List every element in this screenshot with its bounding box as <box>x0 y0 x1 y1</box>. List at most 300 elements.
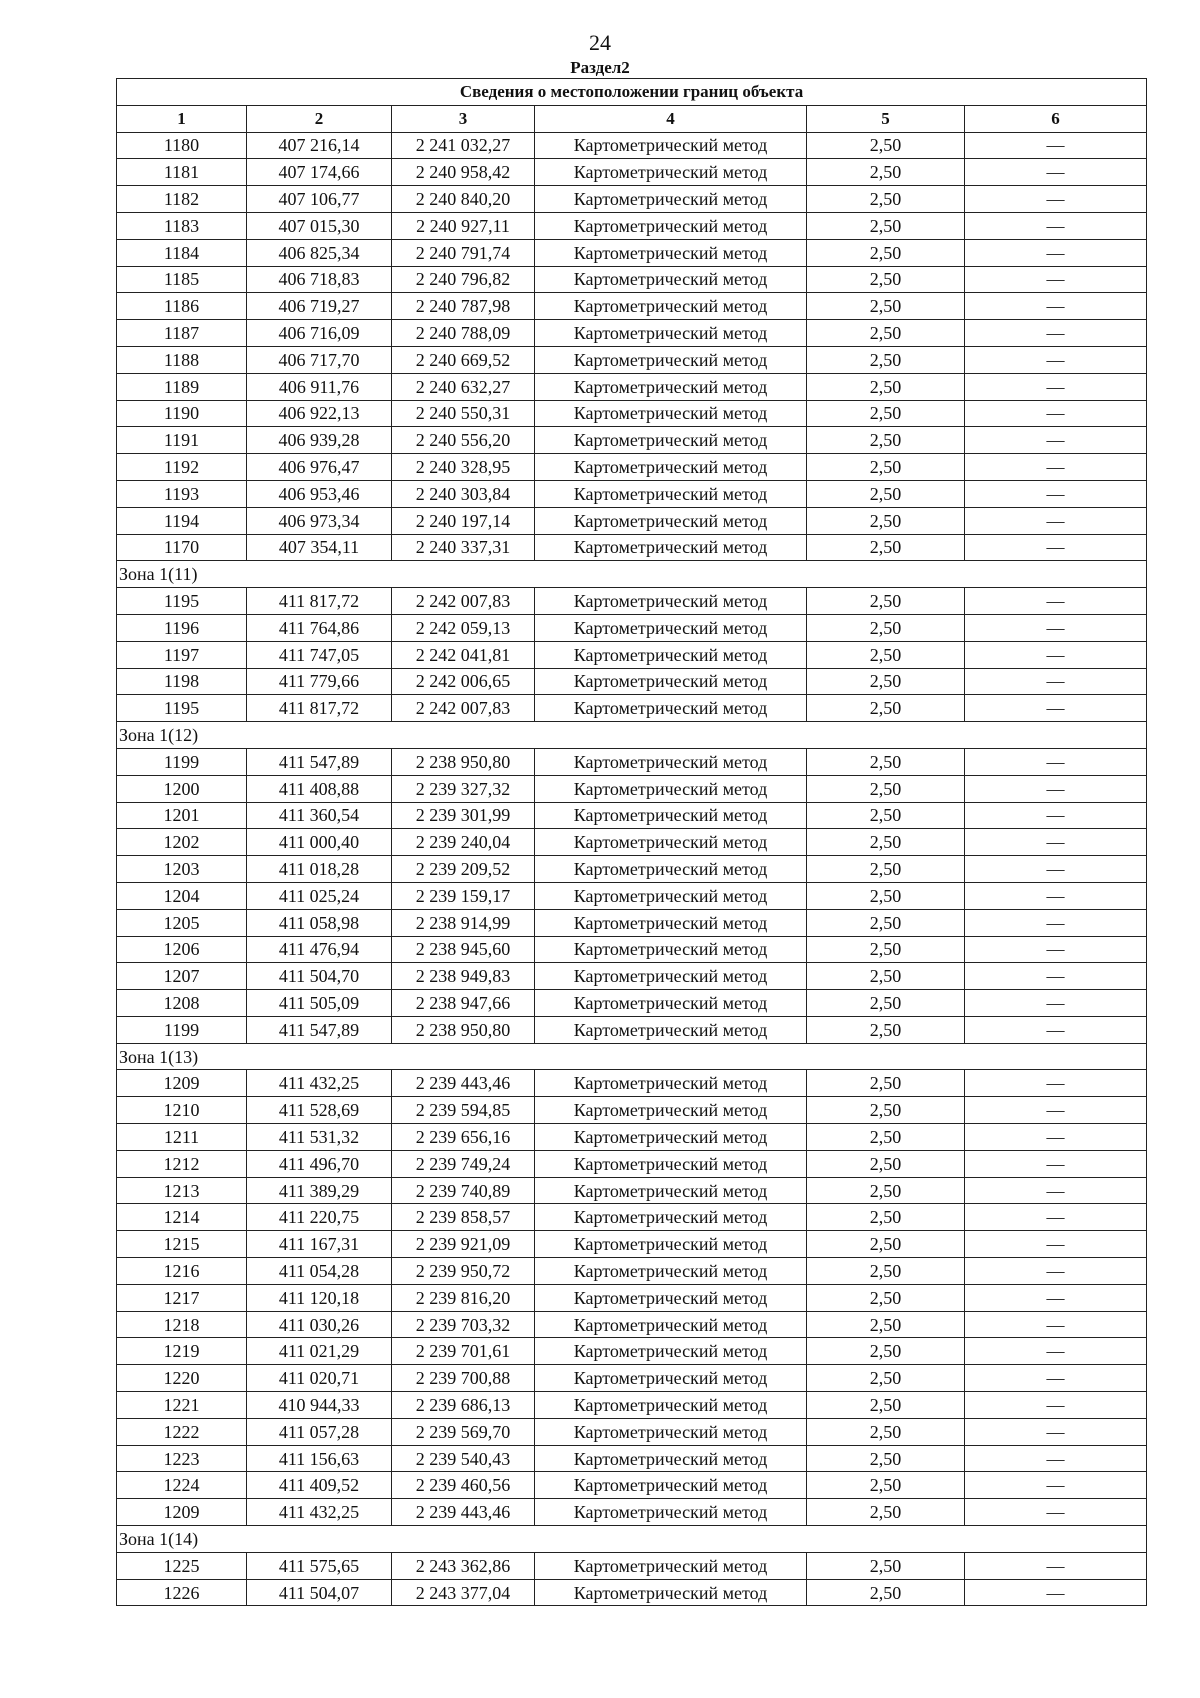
cell-method: Картометрический метод <box>535 1231 807 1258</box>
cell-note: — <box>965 856 1147 883</box>
cell-point-number: 1212 <box>117 1150 247 1177</box>
cell-method: Картометрический метод <box>535 1258 807 1285</box>
column-header: 3 <box>392 105 535 132</box>
cell-coord-x: 406 973,34 <box>247 507 392 534</box>
table-row <box>117 186 1147 213</box>
table-row <box>117 963 1147 990</box>
cell-coord-x: 406 911,76 <box>247 373 392 400</box>
cell-accuracy: 2,50 <box>807 909 965 936</box>
cell-note: — <box>965 1499 1147 1526</box>
cell-coord-x: 411 779,66 <box>247 668 392 695</box>
table-row <box>117 1124 1147 1151</box>
cell-note: — <box>965 1365 1147 1392</box>
cell-note: — <box>965 346 1147 373</box>
cell-coord-y: 2 240 550,31 <box>392 400 535 427</box>
table-row <box>117 614 1147 641</box>
cell-method: Картометрический метод <box>535 373 807 400</box>
cell-method: Картометрический метод <box>535 132 807 159</box>
cell-point-number: 1185 <box>117 266 247 293</box>
cell-point-number: 1211 <box>117 1124 247 1151</box>
table-row <box>117 1311 1147 1338</box>
cell-note: — <box>965 588 1147 615</box>
table-row <box>117 1418 1147 1445</box>
table-row <box>117 668 1147 695</box>
cell-note: — <box>965 882 1147 909</box>
column-header: 2 <box>247 105 392 132</box>
cell-point-number: 1225 <box>117 1552 247 1579</box>
table-row <box>117 1552 1147 1579</box>
table-row <box>117 427 1147 454</box>
cell-method: Картометрический метод <box>535 186 807 213</box>
cell-coord-y: 2 240 787,98 <box>392 293 535 320</box>
cell-coord-y: 2 239 209,52 <box>392 856 535 883</box>
cell-method: Картометрический метод <box>535 802 807 829</box>
cell-note: — <box>965 212 1147 239</box>
cell-coord-x: 407 106,77 <box>247 186 392 213</box>
cell-note: — <box>965 1338 1147 1365</box>
table-row <box>117 1231 1147 1258</box>
cell-coord-y: 2 239 443,46 <box>392 1070 535 1097</box>
cell-point-number: 1181 <box>117 159 247 186</box>
cell-method: Картометрический метод <box>535 480 807 507</box>
cell-coord-x: 406 719,27 <box>247 293 392 320</box>
cell-coord-y: 2 240 669,52 <box>392 346 535 373</box>
cell-accuracy: 2,50 <box>807 1499 965 1526</box>
cell-coord-y: 2 240 632,27 <box>392 373 535 400</box>
cell-coord-y: 2 239 540,43 <box>392 1445 535 1472</box>
cell-coord-y: 2 242 007,83 <box>392 695 535 722</box>
zone-label: Зона 1(12) <box>117 722 1147 749</box>
cell-note: — <box>965 132 1147 159</box>
cell-point-number: 1194 <box>117 507 247 534</box>
cell-method: Картометрический метод <box>535 1579 807 1606</box>
column-header: 1 <box>117 105 247 132</box>
cell-note: — <box>965 1016 1147 1043</box>
cell-coord-y: 2 240 796,82 <box>392 266 535 293</box>
cell-accuracy: 2,50 <box>807 748 965 775</box>
cell-coord-x: 411 021,29 <box>247 1338 392 1365</box>
cell-coord-y: 2 239 950,72 <box>392 1258 535 1285</box>
cell-point-number: 1216 <box>117 1258 247 1285</box>
cell-method: Картометрический метод <box>535 454 807 481</box>
table-row <box>117 534 1147 561</box>
cell-coord-y: 2 238 950,80 <box>392 1016 535 1043</box>
cell-point-number: 1220 <box>117 1365 247 1392</box>
cell-coord-y: 2 242 041,81 <box>392 641 535 668</box>
cell-coord-x: 411 409,52 <box>247 1472 392 1499</box>
cell-accuracy: 2,50 <box>807 400 965 427</box>
cell-accuracy: 2,50 <box>807 1177 965 1204</box>
cell-accuracy: 2,50 <box>807 668 965 695</box>
cell-coord-x: 411 476,94 <box>247 936 392 963</box>
zone-row <box>117 1526 1147 1553</box>
cell-point-number: 1202 <box>117 829 247 856</box>
cell-point-number: 1183 <box>117 212 247 239</box>
cell-point-number: 1198 <box>117 668 247 695</box>
cell-point-number: 1206 <box>117 936 247 963</box>
cell-method: Картометрический метод <box>535 400 807 427</box>
table-row <box>117 802 1147 829</box>
cell-accuracy: 2,50 <box>807 1418 965 1445</box>
cell-accuracy: 2,50 <box>807 1016 965 1043</box>
cell-accuracy: 2,50 <box>807 1070 965 1097</box>
cell-coord-y: 2 239 921,09 <box>392 1231 535 1258</box>
table-row <box>117 346 1147 373</box>
cell-point-number: 1209 <box>117 1499 247 1526</box>
table-row <box>117 641 1147 668</box>
cell-point-number: 1201 <box>117 802 247 829</box>
cell-coord-y: 2 240 958,42 <box>392 159 535 186</box>
cell-note: — <box>965 775 1147 802</box>
cell-accuracy: 2,50 <box>807 1150 965 1177</box>
cell-coord-x: 406 718,83 <box>247 266 392 293</box>
cell-note: — <box>965 614 1147 641</box>
cell-accuracy: 2,50 <box>807 614 965 641</box>
cell-accuracy: 2,50 <box>807 1579 965 1606</box>
table-row <box>117 159 1147 186</box>
cell-accuracy: 2,50 <box>807 1284 965 1311</box>
cell-point-number: 1213 <box>117 1177 247 1204</box>
cell-accuracy: 2,50 <box>807 1552 965 1579</box>
cell-note: — <box>965 1204 1147 1231</box>
cell-coord-y: 2 238 950,80 <box>392 748 535 775</box>
cell-method: Картометрический метод <box>535 1097 807 1124</box>
cell-coord-x: 411 156,63 <box>247 1445 392 1472</box>
table-row <box>117 1579 1147 1606</box>
cell-coord-y: 2 240 556,20 <box>392 427 535 454</box>
cell-coord-x: 411 817,72 <box>247 588 392 615</box>
table-row <box>117 373 1147 400</box>
cell-method: Картометрический метод <box>535 909 807 936</box>
cell-method: Картометрический метод <box>535 1338 807 1365</box>
cell-note: — <box>965 293 1147 320</box>
cell-coord-x: 411 496,70 <box>247 1150 392 1177</box>
table-row <box>117 856 1147 883</box>
table-row <box>117 239 1147 266</box>
cell-note: — <box>965 748 1147 775</box>
cell-coord-x: 407 015,30 <box>247 212 392 239</box>
cell-method: Картометрический метод <box>535 775 807 802</box>
cell-point-number: 1191 <box>117 427 247 454</box>
cell-coord-x: 411 360,54 <box>247 802 392 829</box>
cell-note: — <box>965 990 1147 1017</box>
cell-method: Картометрический метод <box>535 293 807 320</box>
cell-coord-x: 411 547,89 <box>247 1016 392 1043</box>
cell-method: Картометрический метод <box>535 695 807 722</box>
cell-accuracy: 2,50 <box>807 266 965 293</box>
cell-coord-y: 2 243 377,04 <box>392 1579 535 1606</box>
cell-coord-x: 407 216,14 <box>247 132 392 159</box>
cell-coord-x: 411 504,70 <box>247 963 392 990</box>
cell-coord-y: 2 239 301,99 <box>392 802 535 829</box>
table-row <box>117 882 1147 909</box>
cell-point-number: 1197 <box>117 641 247 668</box>
cell-accuracy: 2,50 <box>807 212 965 239</box>
cell-note: — <box>965 1177 1147 1204</box>
cell-coord-y: 2 239 159,17 <box>392 882 535 909</box>
table-title: Сведения о местоположении границ объекта <box>117 79 1147 106</box>
cell-coord-x: 411 547,89 <box>247 748 392 775</box>
cell-coord-x: 411 020,71 <box>247 1365 392 1392</box>
cell-coord-x: 407 174,66 <box>247 159 392 186</box>
table-row <box>117 293 1147 320</box>
cell-note: — <box>965 1070 1147 1097</box>
cell-coord-y: 2 238 947,66 <box>392 990 535 1017</box>
zone-label: Зона 1(13) <box>117 1043 1147 1070</box>
cell-coord-y: 2 240 927,11 <box>392 212 535 239</box>
cell-coord-y: 2 238 945,60 <box>392 936 535 963</box>
cell-coord-x: 406 939,28 <box>247 427 392 454</box>
cell-point-number: 1208 <box>117 990 247 1017</box>
cell-accuracy: 2,50 <box>807 320 965 347</box>
cell-method: Картометрический метод <box>535 1552 807 1579</box>
cell-point-number: 1199 <box>117 748 247 775</box>
cell-coord-y: 2 239 703,32 <box>392 1311 535 1338</box>
cell-coord-x: 411 764,86 <box>247 614 392 641</box>
cell-note: — <box>965 1231 1147 1258</box>
cell-accuracy: 2,50 <box>807 1445 965 1472</box>
table-title-row <box>117 79 1147 106</box>
cell-accuracy: 2,50 <box>807 427 965 454</box>
zone-row <box>117 561 1147 588</box>
cell-coord-x: 411 504,07 <box>247 1579 392 1606</box>
cell-note: — <box>965 507 1147 534</box>
cell-method: Картометрический метод <box>535 641 807 668</box>
cell-coord-x: 411 505,09 <box>247 990 392 1017</box>
table-body <box>117 132 1147 1606</box>
cell-method: Картометрический метод <box>535 1284 807 1311</box>
cell-coord-x: 411 000,40 <box>247 829 392 856</box>
cell-coord-y: 2 239 740,89 <box>392 1177 535 1204</box>
cell-coord-y: 2 240 791,74 <box>392 239 535 266</box>
cell-coord-x: 411 025,24 <box>247 882 392 909</box>
cell-coord-y: 2 239 240,04 <box>392 829 535 856</box>
cell-method: Картометрический метод <box>535 1204 807 1231</box>
cell-method: Картометрический метод <box>535 266 807 293</box>
table-row <box>117 1392 1147 1419</box>
cell-point-number: 1205 <box>117 909 247 936</box>
cell-note: — <box>965 1418 1147 1445</box>
cell-note: — <box>965 1258 1147 1285</box>
cell-coord-y: 2 242 007,83 <box>392 588 535 615</box>
cell-accuracy: 2,50 <box>807 990 965 1017</box>
cell-method: Картометрический метод <box>535 346 807 373</box>
cell-coord-y: 2 239 594,85 <box>392 1097 535 1124</box>
table-row <box>117 909 1147 936</box>
cell-accuracy: 2,50 <box>807 882 965 909</box>
cell-method: Картометрический метод <box>535 534 807 561</box>
cell-method: Картометрический метод <box>535 507 807 534</box>
table-row <box>117 1338 1147 1365</box>
cell-method: Картометрический метод <box>535 856 807 883</box>
table-row <box>117 990 1147 1017</box>
cell-accuracy: 2,50 <box>807 239 965 266</box>
cell-coord-x: 411 220,75 <box>247 1204 392 1231</box>
cell-accuracy: 2,50 <box>807 1097 965 1124</box>
zone-label: Зона 1(11) <box>117 561 1147 588</box>
cell-point-number: 1193 <box>117 480 247 507</box>
cell-note: — <box>965 1445 1147 1472</box>
cell-method: Картометрический метод <box>535 829 807 856</box>
cell-point-number: 1190 <box>117 400 247 427</box>
cell-point-number: 1192 <box>117 454 247 481</box>
cell-coord-y: 2 239 686,13 <box>392 1392 535 1419</box>
table-row <box>117 480 1147 507</box>
table-row <box>117 775 1147 802</box>
cell-point-number: 1222 <box>117 1418 247 1445</box>
cell-note: — <box>965 480 1147 507</box>
cell-point-number: 1195 <box>117 588 247 615</box>
boundary-table <box>116 78 1147 1606</box>
cell-point-number: 1226 <box>117 1579 247 1606</box>
cell-point-number: 1187 <box>117 320 247 347</box>
cell-coord-x: 411 030,26 <box>247 1311 392 1338</box>
cell-coord-x: 411 432,25 <box>247 1499 392 1526</box>
table-row <box>117 1445 1147 1472</box>
cell-coord-y: 2 239 700,88 <box>392 1365 535 1392</box>
cell-note: — <box>965 1311 1147 1338</box>
cell-coord-x: 411 531,32 <box>247 1124 392 1151</box>
cell-method: Картометрический метод <box>535 320 807 347</box>
cell-accuracy: 2,50 <box>807 480 965 507</box>
cell-note: — <box>965 186 1147 213</box>
cell-method: Картометрический метод <box>535 882 807 909</box>
cell-coord-y: 2 240 840,20 <box>392 186 535 213</box>
cell-coord-y: 2 243 362,86 <box>392 1552 535 1579</box>
cell-coord-x: 406 716,09 <box>247 320 392 347</box>
cell-method: Картометрический метод <box>535 212 807 239</box>
cell-method: Картометрический метод <box>535 1070 807 1097</box>
cell-point-number: 1218 <box>117 1311 247 1338</box>
cell-note: — <box>965 1150 1147 1177</box>
cell-method: Картометрический метод <box>535 936 807 963</box>
table-row <box>117 588 1147 615</box>
cell-coord-y: 2 239 701,61 <box>392 1338 535 1365</box>
cell-note: — <box>965 1472 1147 1499</box>
cell-method: Картометрический метод <box>535 1418 807 1445</box>
cell-point-number: 1189 <box>117 373 247 400</box>
cell-note: — <box>965 427 1147 454</box>
zone-row <box>117 1043 1147 1070</box>
cell-accuracy: 2,50 <box>807 1472 965 1499</box>
cell-note: — <box>965 802 1147 829</box>
cell-method: Картометрический метод <box>535 1392 807 1419</box>
cell-note: — <box>965 1124 1147 1151</box>
cell-coord-x: 411 167,31 <box>247 1231 392 1258</box>
cell-note: — <box>965 373 1147 400</box>
table-row <box>117 320 1147 347</box>
cell-point-number: 1170 <box>117 534 247 561</box>
table-row <box>117 936 1147 963</box>
cell-accuracy: 2,50 <box>807 1231 965 1258</box>
cell-accuracy: 2,50 <box>807 1392 965 1419</box>
cell-accuracy: 2,50 <box>807 454 965 481</box>
cell-coord-x: 411 058,98 <box>247 909 392 936</box>
table-row <box>117 1284 1147 1311</box>
cell-accuracy: 2,50 <box>807 1311 965 1338</box>
zone-row <box>117 722 1147 749</box>
table-row <box>117 1016 1147 1043</box>
cell-accuracy: 2,50 <box>807 1258 965 1285</box>
cell-coord-x: 411 057,28 <box>247 1418 392 1445</box>
cell-note: — <box>965 1552 1147 1579</box>
cell-method: Картометрический метод <box>535 588 807 615</box>
cell-coord-x: 410 944,33 <box>247 1392 392 1419</box>
cell-method: Картометрический метод <box>535 1472 807 1499</box>
cell-accuracy: 2,50 <box>807 641 965 668</box>
cell-coord-y: 2 242 006,65 <box>392 668 535 695</box>
cell-note: — <box>965 1392 1147 1419</box>
cell-accuracy: 2,50 <box>807 159 965 186</box>
cell-note: — <box>965 963 1147 990</box>
cell-note: — <box>965 159 1147 186</box>
cell-coord-y: 2 239 443,46 <box>392 1499 535 1526</box>
cell-method: Картометрический метод <box>535 1311 807 1338</box>
table-row <box>117 1204 1147 1231</box>
cell-coord-x: 411 432,25 <box>247 1070 392 1097</box>
cell-coord-y: 2 242 059,13 <box>392 614 535 641</box>
cell-coord-x: 411 575,65 <box>247 1552 392 1579</box>
cell-method: Картометрический метод <box>535 239 807 266</box>
cell-accuracy: 2,50 <box>807 186 965 213</box>
table-row <box>117 695 1147 722</box>
cell-accuracy: 2,50 <box>807 1204 965 1231</box>
cell-accuracy: 2,50 <box>807 802 965 829</box>
cell-coord-y: 2 241 032,27 <box>392 132 535 159</box>
cell-method: Картометрический метод <box>535 748 807 775</box>
cell-coord-y: 2 240 303,84 <box>392 480 535 507</box>
cell-method: Картометрический метод <box>535 1365 807 1392</box>
table-row <box>117 400 1147 427</box>
zone-label: Зона 1(14) <box>117 1526 1147 1553</box>
cell-note: — <box>965 400 1147 427</box>
cell-note: — <box>965 936 1147 963</box>
cell-accuracy: 2,50 <box>807 346 965 373</box>
cell-coord-x: 406 922,13 <box>247 400 392 427</box>
table-row <box>117 1499 1147 1526</box>
cell-point-number: 1207 <box>117 963 247 990</box>
table-row <box>117 1258 1147 1285</box>
table-row <box>117 212 1147 239</box>
table-row <box>117 1150 1147 1177</box>
cell-accuracy: 2,50 <box>807 963 965 990</box>
table-row <box>117 132 1147 159</box>
cell-coord-x: 411 528,69 <box>247 1097 392 1124</box>
cell-accuracy: 2,50 <box>807 695 965 722</box>
cell-point-number: 1210 <box>117 1097 247 1124</box>
cell-accuracy: 2,50 <box>807 1365 965 1392</box>
table-row <box>117 1365 1147 1392</box>
cell-coord-y: 2 240 197,14 <box>392 507 535 534</box>
cell-coord-x: 406 825,34 <box>247 239 392 266</box>
cell-method: Картометрический метод <box>535 1177 807 1204</box>
cell-coord-x: 411 408,88 <box>247 775 392 802</box>
cell-method: Картометрический метод <box>535 990 807 1017</box>
cell-accuracy: 2,50 <box>807 775 965 802</box>
cell-coord-y: 2 239 816,20 <box>392 1284 535 1311</box>
cell-coord-x: 411 389,29 <box>247 1177 392 1204</box>
cell-coord-y: 2 240 788,09 <box>392 320 535 347</box>
table-row <box>117 507 1147 534</box>
table-row <box>117 1472 1147 1499</box>
cell-point-number: 1200 <box>117 775 247 802</box>
cell-method: Картометрический метод <box>535 1499 807 1526</box>
cell-note: — <box>965 695 1147 722</box>
table-row <box>117 1070 1147 1097</box>
cell-coord-x: 406 953,46 <box>247 480 392 507</box>
cell-method: Картометрический метод <box>535 614 807 641</box>
page-number: 24 <box>589 30 611 55</box>
